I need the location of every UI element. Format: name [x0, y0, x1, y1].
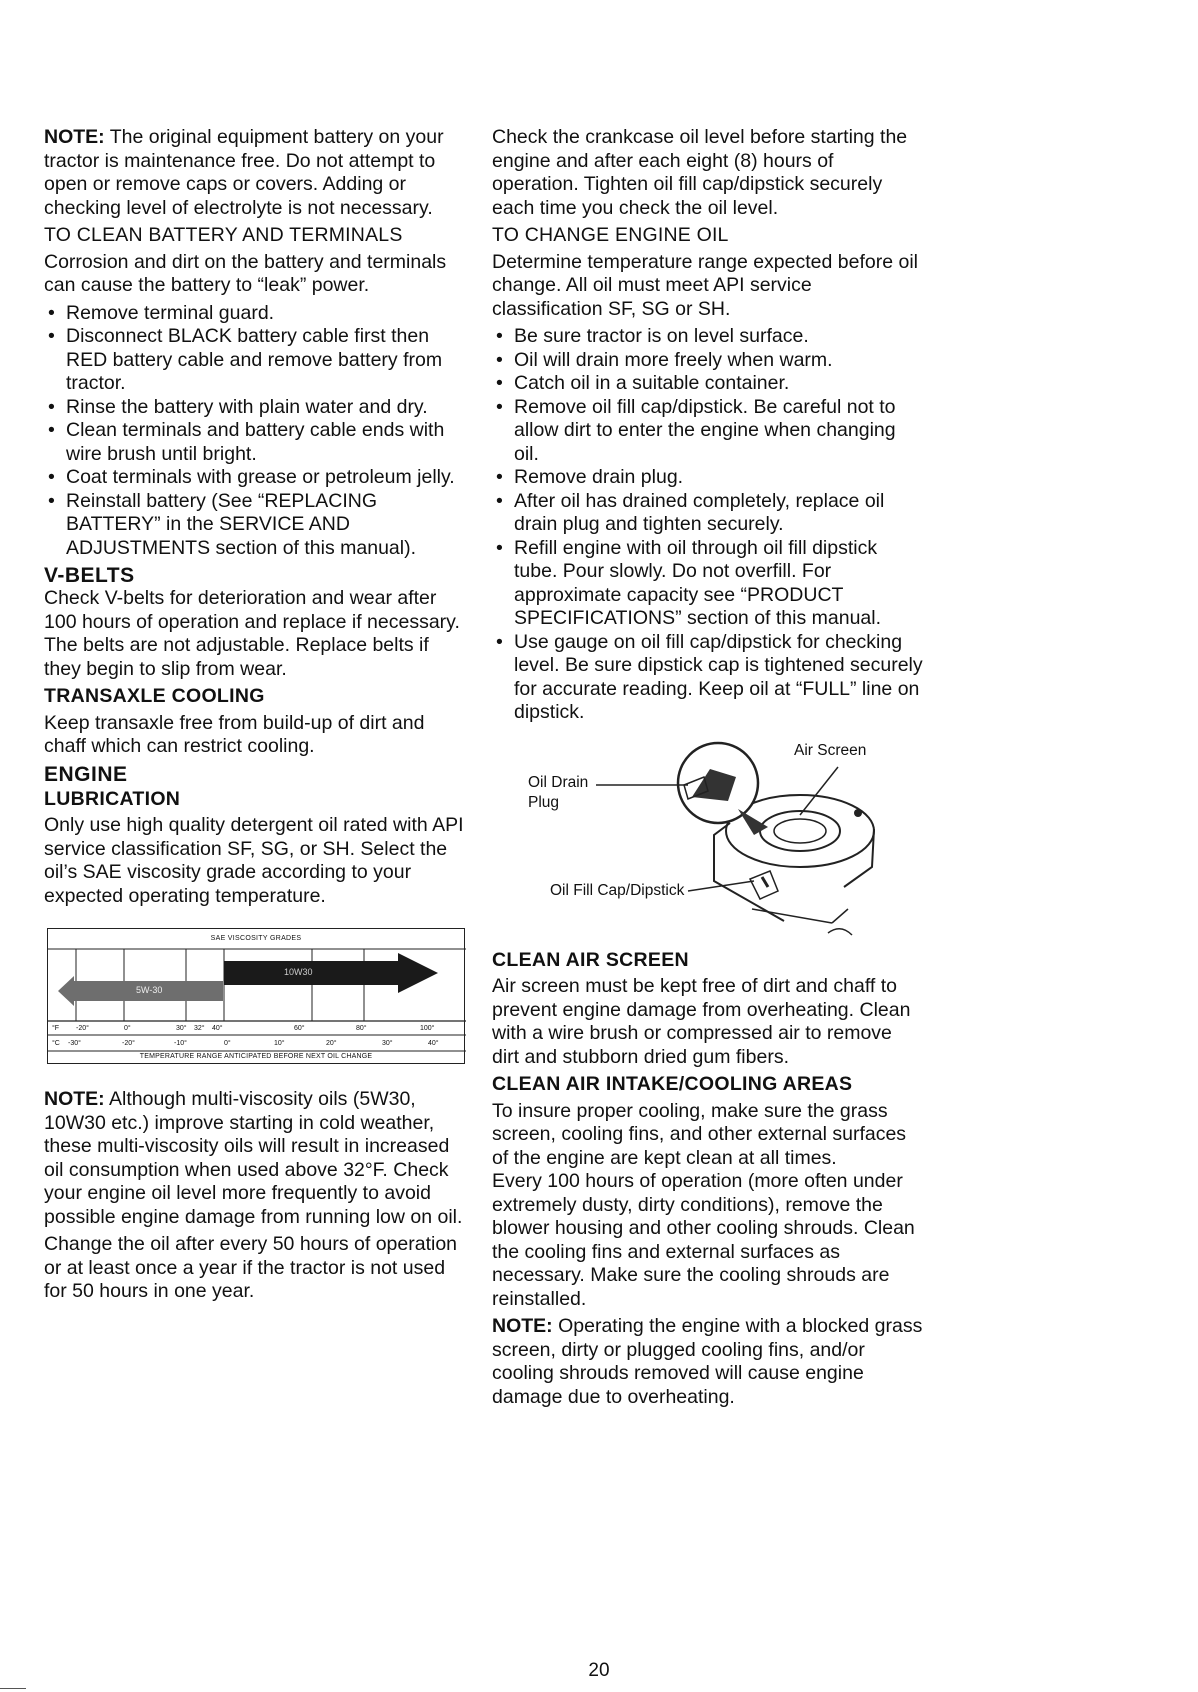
- change-oil-steps: [492, 325, 924, 725]
- f-tick: 32°: [194, 1025, 205, 1032]
- c-tick: -30°: [68, 1040, 81, 1047]
- engine-illustration: [492, 731, 912, 941]
- intake-text-2: Every 100 hours of operation (more often under extremely dusty, dirty conditions), remove the blower housing and other cooling shrouds. Clean the cooling fins and external surfaces as necessary. Make sure the cooling shrouds are reinstalled.: [492, 1170, 915, 1310]
- list-item: • Be sure tractor is on level surface.: [492, 325, 924, 349]
- f-tick: 100°: [420, 1025, 435, 1032]
- list-item: • Catch oil in a suitable container.: [492, 372, 924, 396]
- bar-10w30-label: 10W30: [284, 967, 313, 977]
- oil-change-interval: Change the oil after every 50 hours of operation or at least once a year if the tractor is not used for 50 hours in one year.: [44, 1233, 458, 1302]
- intake-heading: CLEAN AIR INTAKE/COOLING AREAS: [492, 1073, 853, 1095]
- air-screen-label: Air Screen: [794, 741, 867, 759]
- f-tick: 0°: [124, 1025, 131, 1032]
- list-item: • Clean terminals and battery cable ends with wire brush until bright.: [44, 419, 464, 466]
- viscosity-chart-graphic: [48, 929, 466, 1065]
- transaxle-heading: TRANSAXLE COOLING: [44, 685, 265, 707]
- operating-note: NOTE: Operating the engine with a blocked grass screen, dirty or plugged cooling fins, and/or cooling shrouds removed will cause engine damage due to overheating.: [492, 1315, 923, 1408]
- viscosity-chart: [47, 928, 465, 1064]
- change-oil-heading: TO CHANGE ENGINE OIL: [492, 224, 729, 246]
- c-tick: 10°: [274, 1040, 285, 1047]
- vbelts-heading: V-BELTS: [44, 564, 135, 587]
- bar-10w30: [224, 953, 438, 993]
- list-item: • Reinstall battery (See “REPLACING BATTERY” in the SERVICE AND ADJUSTMENTS section of this manual).: [44, 490, 464, 561]
- engine-figure: [492, 731, 912, 941]
- list-item: • Disconnect BLACK battery cable first then RED battery cable and remove battery from tractor.: [44, 325, 464, 396]
- list-item: • Oil will drain more freely when warm.: [492, 349, 924, 373]
- lubrication-heading: LUBRICATION: [44, 787, 181, 810]
- list-item: • After oil has drained completely, replace oil drain plug and tighten securely.: [492, 490, 924, 537]
- engine-heading: ENGINE: [44, 762, 128, 786]
- lubrication-text: Only use high quality detergent oil rated with API service classification SF, SG, or SH. Select the oil’s SAE viscosity grade according to your expected operating temperature.: [44, 814, 464, 907]
- multi-viscosity-note: NOTE: Although multi-viscosity oils (5W30, 10W30 etc.) improve starting in cold weather, these multi-viscosity oils will result in increased oil consumption when used above 32°F. Check your engine oil level more frequently to avoid possible engine damage from running low on oil.: [44, 1088, 463, 1228]
- list-item: • Coat terminals with grease or petroleum jelly.: [44, 466, 464, 490]
- f-tick: 30°: [176, 1025, 187, 1032]
- left-column: [44, 126, 464, 1308]
- oil-fill-cap-label: Oil Fill Cap/Dipstick: [550, 881, 685, 899]
- air-screen-text: Air screen must be kept free of dirt and chaff to prevent engine damage from overheating. Clean with a wire brush or compressed air to remove dirt and stubborn dried gum fibers.: [492, 975, 911, 1068]
- c-tick: 0°: [224, 1040, 231, 1047]
- c-tick: -20°: [122, 1040, 135, 1047]
- list-item: • Remove oil fill cap/dipstick. Be careful not to allow dirt to enter the engine when changing oil.: [492, 396, 924, 467]
- clean-battery-intro: Corrosion and dirt on the battery and terminals can cause the battery to “leak” power.: [44, 250, 447, 296]
- viscosity-chart-title: SAE VISCOSITY GRADES: [210, 935, 302, 942]
- fahrenheit-unit: °F: [52, 1025, 60, 1032]
- f-tick: 40°: [212, 1025, 223, 1032]
- list-item: • Use gauge on oil fill cap/dipstick for checking level. Be sure dipstick cap is tightened securely for accurate reading. Keep oil at “FULL” line on dipstick.: [492, 631, 924, 725]
- celsius-unit: °C: [52, 1040, 60, 1047]
- air-screen-heading: CLEAN AIR SCREEN: [492, 948, 689, 971]
- f-tick: -20°: [76, 1025, 89, 1032]
- page-number: 20: [588, 1660, 610, 1681]
- f-tick: 80°: [356, 1025, 367, 1032]
- plug-label: Plug: [528, 793, 560, 811]
- viscosity-chart-footer: TEMPERATURE RANGE ANTICIPATED BEFORE NEXT OIL CHANGE: [139, 1053, 373, 1060]
- oil-drain-label: Oil Drain: [528, 773, 589, 791]
- change-oil-intro: Determine temperature range expected before oil change. All oil must meet API service classification SF, SG or SH.: [492, 250, 918, 320]
- clean-battery-steps: [44, 302, 464, 561]
- f-tick: 60°: [294, 1025, 305, 1032]
- list-item: • Remove terminal guard.: [44, 302, 464, 326]
- divider: [0, 1688, 26, 1689]
- c-tick: 40°: [428, 1040, 439, 1047]
- c-tick: -10°: [174, 1040, 187, 1047]
- vbelts-text: Check V-belts for deterioration and wear after 100 hours of operation and replace if necessary. The belts are not adjustable. Replace belts if they begin to slip from wear.: [44, 587, 460, 680]
- list-item: • Remove drain plug.: [492, 466, 924, 490]
- bar-5w30-label: 5W-30: [136, 985, 163, 995]
- battery-note: NOTE: The original equipment battery on your tractor is maintenance free. Do not attempt to open or remove caps or covers. Adding or checking level of electrolyte is not necessary.: [44, 126, 444, 219]
- list-item: • Refill engine with oil through oil fill dipstick tube. Pour slowly. Do not overfill. For approximate capacity see “PRODUCT SPECIFICATIONS” section of this manual.: [492, 537, 924, 631]
- list-item: • Rinse the battery with plain water and dry.: [44, 396, 464, 420]
- intake-text: To insure proper cooling, make sure the grass screen, cooling fins, and other external surfaces of the engine are kept clean at all times.: [492, 1099, 907, 1169]
- right-column: [492, 126, 924, 1413]
- transaxle-text: Keep transaxle free from build-up of dirt and chaff which can restrict cooling.: [44, 711, 425, 757]
- c-tick: 20°: [326, 1040, 337, 1047]
- clean-battery-heading: TO CLEAN BATTERY AND TERMINALS: [44, 224, 403, 246]
- c-tick: 30°: [382, 1040, 393, 1047]
- check-oil-level-text: Check the crankcase oil level before starting the engine and after each eight (8) hours of operation. Tighten oil fill cap/dipstick securely each time you check the oil level.: [492, 126, 908, 219]
